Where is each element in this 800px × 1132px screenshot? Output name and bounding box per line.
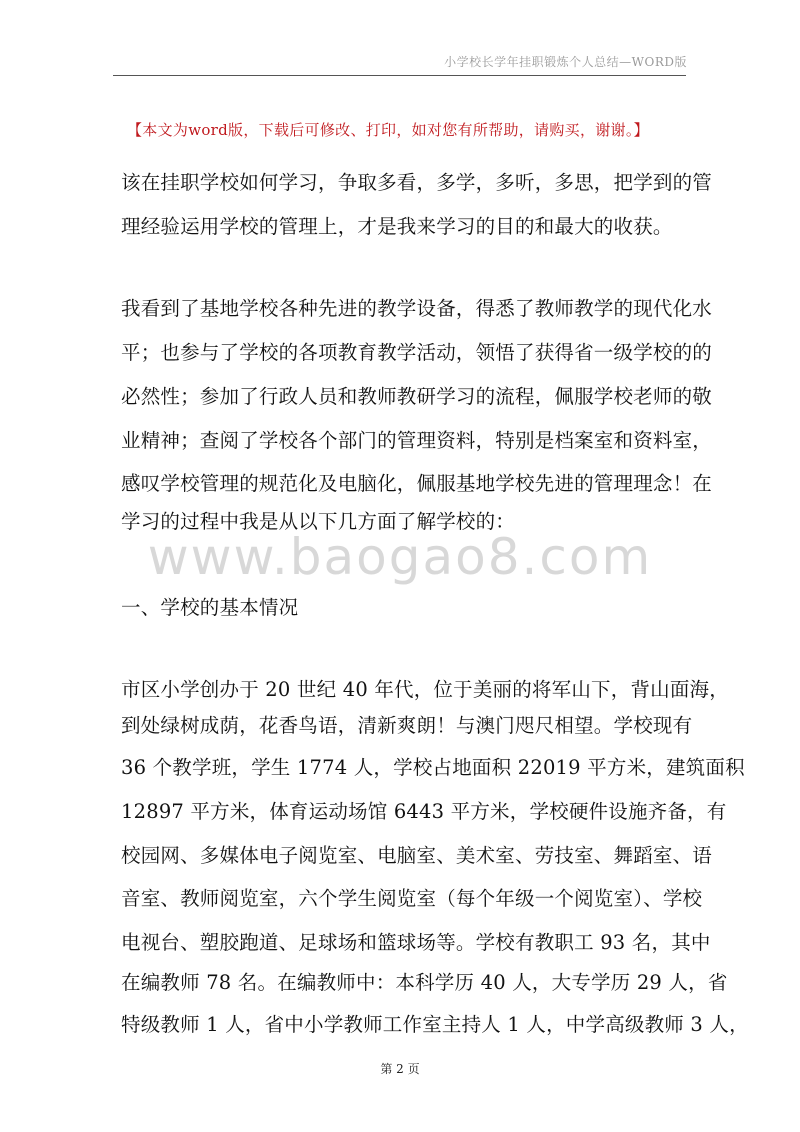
paragraph-3-line: 在编教师 78 名。在编教师中：本科学历 40 人，大专学历 29 人，省 [121, 971, 728, 994]
paragraph-2-line: 学习的过程中我是从以下几方面了解学校的： [121, 510, 516, 533]
paragraph-3-line: 电视台、塑胶跑道、足球场和篮球场等。学校有教职工 93 名，其中 [121, 931, 711, 954]
document-header-title: 小学校长学年挂职锻炼个人总结—WORD版 [444, 55, 687, 69]
paragraph-3-line: 12897 平方米，体育运动场馆 6443 平方米，学校硬件设施齐备，有 [121, 800, 727, 823]
page-number: 第 2 页 [380, 1062, 420, 1076]
paragraph-3-line: 特级教师 1 人，省中小学教师工作室主持人 1 人，中学高级教师 3 人， [121, 1013, 749, 1036]
paragraph-3-line: 音室、教师阅览室，六个学生阅览室（每个年级一个阅览室）、学校 [121, 887, 703, 910]
paragraph-3-line: 校园网、多媒体电子阅览室、电脑室、美术室、劳技室、舞蹈室、语 [121, 844, 713, 867]
download-notice: 【本文为word版，下载后可修改、打印，如对您有所帮助，请购买，谢谢。】 [127, 121, 649, 139]
watermark: www.baogao8.com [147, 528, 653, 586]
paragraph-1-line: 理经验运用学校的管理上，才是我来学习的目的和最大的收获。 [121, 215, 673, 238]
section-heading: 一、学校的基本情况 [121, 596, 299, 619]
paragraph-1-line: 该在挂职学校如何学习，争取多看，多学，多听，多思，把学到的管 [121, 171, 713, 194]
paragraph-2-line: 平；也参与了学校的各项教育教学活动，领悟了获得省一级学校的的 [121, 341, 713, 364]
paragraph-2-line: 必然性；参加了行政人员和教师教研学习的流程，佩服学校老师的敬 [121, 385, 713, 408]
paragraph-2-line: 我看到了基地学校各种先进的教学设备，得悉了教师教学的现代化水 [121, 297, 713, 320]
paragraph-3-line: 36 个教学班，学生 1774 人，学校占地面积 22019 平方米，建筑面积 [121, 756, 745, 779]
header-divider [113, 75, 686, 76]
paragraph-3-line: 到处绿树成荫，花香鸟语，清新爽朗！与澳门咫尺相望。学校现有 [121, 714, 693, 737]
paragraph-2-line: 业精神；查阅了学校各个部门的管理资料，特别是档案室和资料室， [121, 429, 713, 452]
paragraph-3-line: 市区小学创办于 20 世纪 40 年代，位于美丽的将军山下，背山面海， [121, 678, 729, 701]
paragraph-2-line: 感叹学校管理的规范化及电脑化，佩服基地学校先进的管理理念！在 [121, 472, 713, 495]
